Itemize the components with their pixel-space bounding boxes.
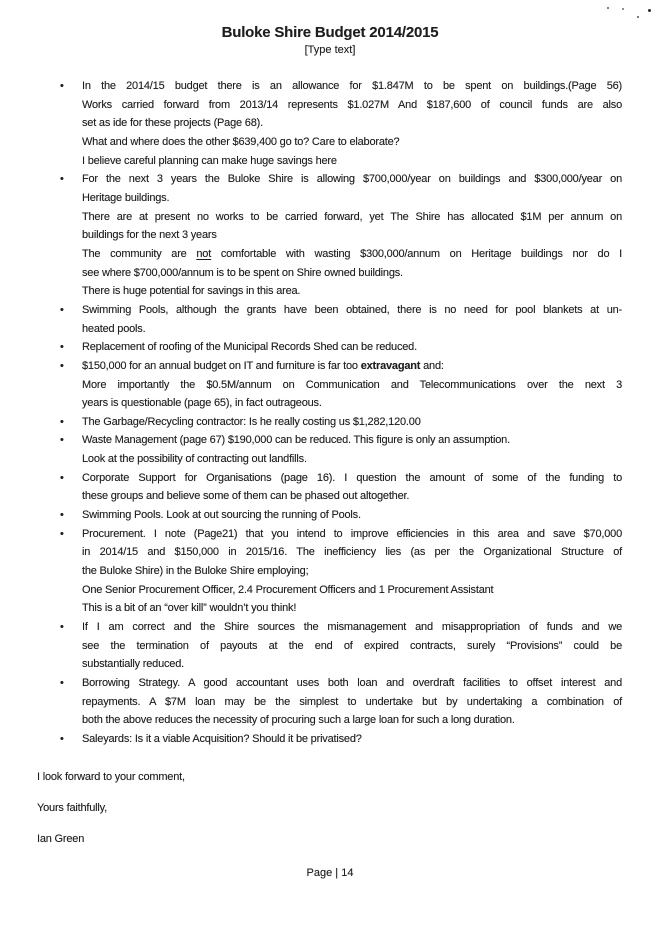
- list-item: [0, 730, 660, 749]
- text-line: More importantly the $0.5M/annum on Communication and Telecommunications over the next 3: [82, 378, 622, 391]
- type-text-placeholder: [Type text]: [304, 44, 356, 56]
- bullet-list: [0, 77, 660, 749]
- text-line: This is a bit of an “over kill” wouldn’t you think!: [82, 602, 297, 615]
- bullet-text: [82, 431, 622, 468]
- bullet-icon: •: [60, 359, 64, 372]
- bullet-text: [82, 469, 622, 506]
- bullet-text: [82, 618, 622, 674]
- bullet-text: [82, 357, 622, 413]
- bullet-icon: •: [60, 527, 64, 540]
- text-line: Corporate Support for Organisations (page 16). I question the amount of some of the funding to: [82, 471, 622, 484]
- bullet-text: [82, 170, 622, 301]
- list-item: [0, 431, 660, 468]
- text-line: these groups and believe some of them can be phased out altogether.: [82, 490, 410, 503]
- scan-speck: [622, 8, 624, 10]
- bullet-icon: •: [60, 732, 64, 745]
- text-line: both the above reduces the necessity of procuring such a large loan for such a long duration.: [82, 714, 515, 727]
- bullet-text: [82, 506, 622, 525]
- text-line: the Buloke Shire) in the Buloke Shire employing;: [82, 565, 309, 578]
- list-item: [0, 469, 660, 506]
- list-item: [0, 301, 660, 338]
- bullet-text: [82, 77, 622, 170]
- text-line: In the 2014/15 budget there is an allowance for $1.847M to be spent on buildings.(Page 56): [82, 80, 622, 92]
- text-line: Works carried forward from 2013/14 represents $1.027M And $187,600 of council funds are also: [82, 98, 622, 111]
- text-line: in 2014/15 and $150,000 in 2015/16. The inefficiency lies (as per the Organizational Structure of: [82, 546, 622, 559]
- text-line: repayments. A $7M loan may be the simplest to undertake but by undertaking a combination of: [82, 695, 622, 708]
- text-line: Replacement of roofing of the Municipal Records Shed can be reduced.: [82, 341, 417, 354]
- text-line: years is questionable (page 65), in fact outrageous.: [82, 397, 322, 410]
- bullet-icon: •: [60, 415, 64, 428]
- scan-speck: [637, 16, 639, 18]
- bullet-text: [82, 338, 622, 357]
- bullet-text: [82, 413, 622, 432]
- text-line: I believe careful planning can make huge savings here: [82, 154, 337, 167]
- page-number: Page | 14: [306, 867, 354, 880]
- list-item: [0, 506, 660, 525]
- text-line: Procurement. I note (Page21) that you intend to improve efficiencies in this area and save $70,000: [82, 527, 622, 540]
- bullet-text: [82, 730, 622, 749]
- text-line: set as ide for these projects (Page 68).: [82, 117, 263, 130]
- bullet-icon: •: [60, 471, 64, 484]
- signature-name: Ian Green: [37, 832, 85, 845]
- list-item: [0, 674, 660, 730]
- bullet-icon: •: [60, 621, 64, 634]
- list-item: [0, 357, 660, 413]
- text-line: If I am correct and the Shire sources the mismanagement and misappropriation of funds and we: [82, 621, 622, 634]
- scan-speck: [607, 7, 609, 9]
- text-line: What and where does the other $639,400 go to? Care to elaborate?: [82, 135, 400, 148]
- list-item: [0, 338, 660, 357]
- bullet-icon: •: [60, 434, 64, 447]
- bullet-text: [82, 674, 622, 730]
- text-line: For the next 3 years the Buloke Shire is allowing $700,000/year on buildings and $300,000/year on: [82, 173, 622, 186]
- text-line: Heritage buildings.: [82, 191, 170, 204]
- page-title: Buloke Shire Budget 2014/2015: [221, 24, 439, 41]
- text-line: Borrowing Strategy. A good accountant uses both loan and overdraft facilities to offset interest and: [82, 677, 622, 689]
- list-item: [0, 525, 660, 618]
- bullet-text: [82, 301, 622, 338]
- bullet-icon: •: [60, 677, 64, 689]
- text-line: see the termination of payouts at the end of expired contracts, surely “Provisions” could be: [82, 639, 622, 652]
- bullet-icon: •: [60, 173, 64, 186]
- bullet-text: [82, 525, 622, 618]
- text-line: $150,000 for an annual budget on IT and furniture is far too extravagant and:: [82, 359, 444, 372]
- text-line: There are at present no works to be carried forward, yet The Shire has allocated $1M per annum on: [82, 210, 622, 223]
- bullet-icon: •: [60, 341, 64, 354]
- text-line: buildings for the next 3 years: [82, 229, 217, 242]
- scan-speck: [648, 9, 651, 12]
- list-item: [0, 77, 660, 170]
- list-item: [0, 413, 660, 432]
- text-line: substantially reduced.: [82, 658, 184, 671]
- text-line: see where $700,000/annum is to be spent on Shire owned buildings.: [82, 266, 403, 279]
- text-line: Waste Management (page 67) $190,000 can be reduced. This figure is only an assumption.: [82, 434, 510, 447]
- closing-line: I look forward to your comment,: [37, 770, 185, 783]
- list-item: [0, 170, 660, 301]
- text-line: The community are not comfortable with wasting $300,000/annum on Heritage buildings nor do I: [82, 247, 622, 260]
- text-line: One Senior Procurement Officer, 2.4 Procurement Officers and 1 Procurement Assistant: [82, 583, 494, 596]
- text-line: Saleyards: Is it a viable Acquisition? Should it be privatised?: [82, 732, 362, 745]
- text-line: Look at the possibility of contracting out landfills.: [82, 453, 307, 466]
- text-line: heated pools.: [82, 322, 146, 335]
- list-item: [0, 618, 660, 674]
- bullet-icon: •: [60, 80, 64, 92]
- bullet-icon: •: [60, 509, 64, 522]
- text-line: Swimming Pools. Look at out sourcing the running of Pools.: [82, 509, 361, 522]
- closing-line: Yours faithfully,: [37, 801, 107, 814]
- bullet-icon: •: [60, 303, 64, 316]
- text-line: Swimming Pools, although the grants have been obtained, there is no need for pool blankets at un-: [82, 303, 622, 316]
- text-line: There is huge potential for savings in this area.: [82, 285, 301, 298]
- text-line: The Garbage/Recycling contractor: Is he really costing us $1,282,120.00: [82, 415, 421, 428]
